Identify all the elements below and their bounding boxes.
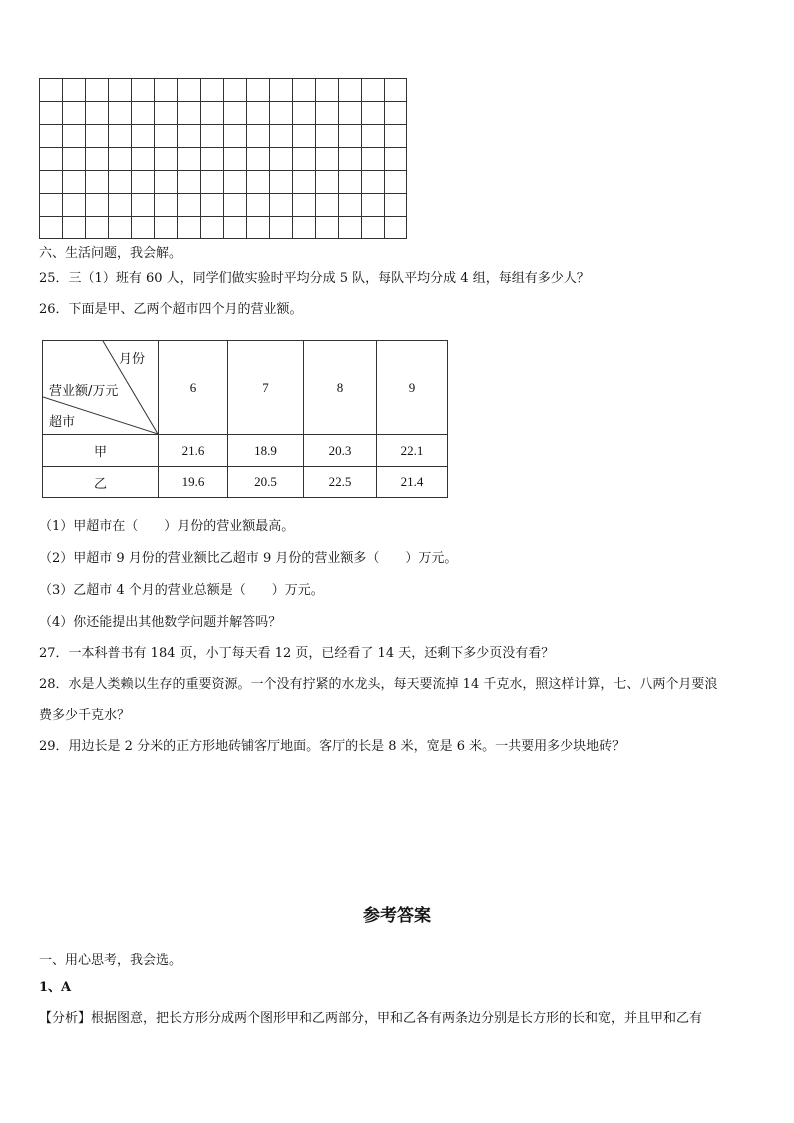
question-26-part-3: （3）乙超市 4 个月的营业总额是（ ）万元。: [39, 583, 324, 598]
grid-line-vertical: [131, 79, 132, 238]
grid-line-vertical: [384, 79, 385, 238]
value-cell: 19.6: [159, 467, 228, 498]
header-month-label: 月份: [119, 352, 146, 367]
header-market-label: 超市: [49, 415, 76, 430]
value-cell: 18.9: [228, 435, 304, 467]
grid-line-vertical: [200, 79, 201, 238]
market-cell: 乙: [43, 467, 159, 498]
header-sales-label: 营业额/万元: [49, 384, 119, 399]
table-diagonal-header: [43, 341, 159, 435]
grid-line-vertical: [361, 79, 362, 238]
question-29: 29．用边长是 2 分米的正方形地砖铺客厅地面。客厅的长是 8 米，宽是 6 米。一共要用多少块地砖？: [39, 739, 626, 754]
table-row: [43, 467, 448, 498]
analysis-text: 【分析】根据图意，把长方形分成两个图形甲和乙两部分，甲和乙各有两条边分别是长方形的长和宽，并且甲和乙有: [39, 1011, 703, 1026]
grid-line-horizontal: [40, 216, 406, 217]
question-28-line-2: 费多少千克水？: [39, 708, 131, 723]
grid-line-vertical: [246, 79, 247, 238]
section-6-title: 六、生活问题，我会解。: [39, 246, 183, 261]
question-28-line-1: 28．水是人类赖以生存的重要资源。一个没有拧紧的水龙头，每天要流掉 14 千克水，照这样计算，七、八两个月要浪: [39, 677, 718, 692]
month-cell: 8: [304, 341, 377, 435]
market-cell: 甲: [43, 435, 159, 467]
grid-line-vertical: [62, 79, 63, 238]
question-27: 27．一本科普书有 184 页，小丁每天看 12 页，已经看了 14 天，还剩下多少页没有看？: [39, 646, 555, 661]
grid-line-vertical: [154, 79, 155, 238]
grid-line-vertical: [315, 79, 316, 238]
question-26-part-2: （2）甲超市 9 月份的营业额比乙超市 9 月份的营业额多（ ）万元。: [39, 551, 458, 566]
question-25: 25．三（1）班有 60 人，同学们做实验时平均分成 5 队，每队平均分成 4 组，每组有多少人？: [39, 271, 590, 286]
month-cell: 6: [159, 341, 228, 435]
month-cell: 7: [228, 341, 304, 435]
value-cell: 20.5: [228, 467, 304, 498]
month-cell: 9: [377, 341, 448, 435]
grid-line-vertical: [269, 79, 270, 238]
grid-line-vertical: [177, 79, 178, 238]
sales-table: [42, 340, 448, 498]
grid-line-vertical: [85, 79, 86, 238]
grid-line-vertical: [292, 79, 293, 238]
writing-grid: [39, 78, 407, 239]
value-cell: 22.1: [377, 435, 448, 467]
value-cell: 21.6: [159, 435, 228, 467]
table-row: [43, 435, 448, 467]
question-26-part-4: （4）你还能提出其他数学问题并解答吗？: [39, 615, 282, 630]
value-cell: 22.5: [304, 467, 377, 498]
question-26: 26．下面是甲、乙两个超市四个月的营业额。: [39, 302, 303, 317]
grid-line-vertical: [223, 79, 224, 238]
grid-line-horizontal: [40, 124, 406, 125]
grid-line-horizontal: [40, 101, 406, 102]
grid-line-vertical: [108, 79, 109, 238]
value-cell: 21.4: [377, 467, 448, 498]
question-26-part-1: （1）甲超市在（ ）月份的营业额最高。: [39, 519, 295, 534]
answer-1: 1、A: [39, 980, 72, 995]
grid-line-horizontal: [40, 147, 406, 148]
grid-line-horizontal: [40, 193, 406, 194]
grid-line-vertical: [338, 79, 339, 238]
answers-title: 参考答案: [363, 906, 431, 926]
grid-line-horizontal: [40, 170, 406, 171]
value-cell: 20.3: [304, 435, 377, 467]
section-1-title: 一、用心思考，我会选。: [39, 953, 183, 968]
